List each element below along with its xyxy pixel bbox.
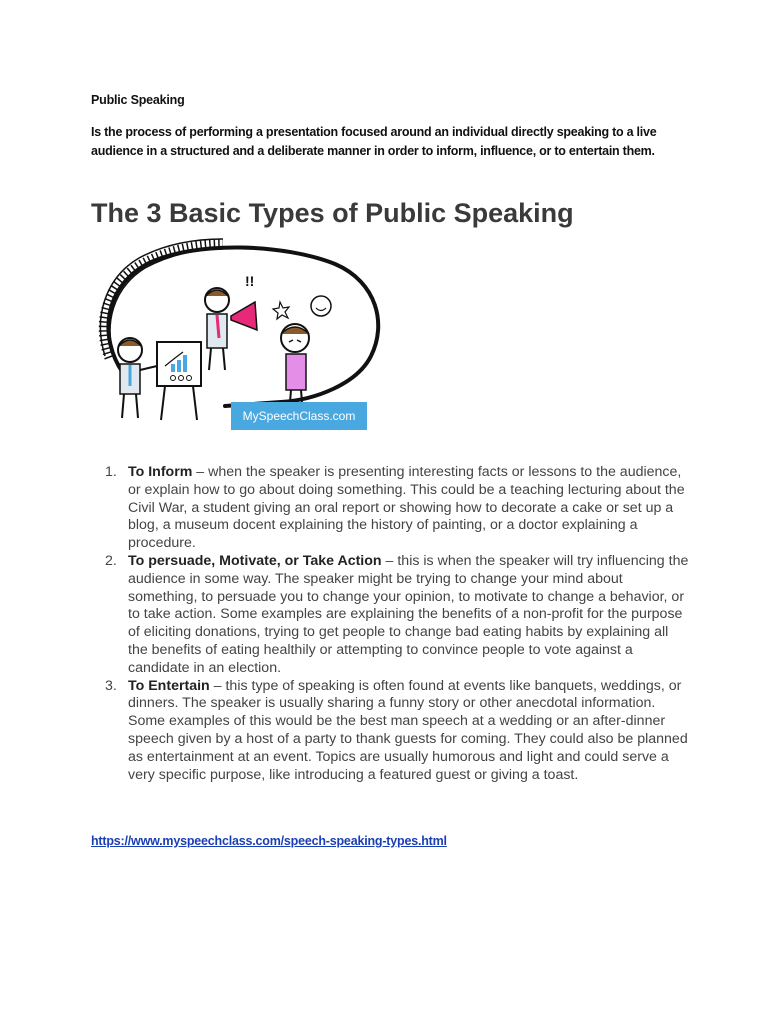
list-item-title: To Entertain (128, 677, 210, 694)
brand-badge-text: MySpeechClass.com (242, 409, 356, 423)
megaphone-figure (205, 273, 257, 370)
types-list (91, 464, 691, 784)
list-item-description: – this is when the speaker will try influencing the audience in some way. The speaker might be trying to change your mind about something, to persuade you to change your opinion, to motivate to change a behavior, or to take action. Some examples are explaining the benefits of a non-profit for the purpose of eliciting donations, trying to get people to change bad eating habits by explaining all the benefits of eating healthily or attempting to convince people to vote against a candidate in an election. (128, 552, 689, 676)
chart-easel (157, 342, 201, 420)
list-item-title: To persuade, Motivate, or Take Action (128, 552, 382, 569)
listener-figure (273, 296, 331, 402)
presenter-figure (118, 338, 157, 418)
list-item (91, 678, 691, 785)
section-label: Public Speaking (91, 93, 185, 107)
list-item-number: 3. (105, 677, 117, 694)
page-title: The 3 Basic Types of Public Speaking (91, 198, 574, 228)
list-item-description: – when the speaker is presenting interesting facts or lessons to the audience, or explain how to go about doing something. This could be a teaching lecturing about the Civil War, a student giving an oral report or showing how to decorate a cake or set up a blog, a museum docent explaining the history of painting, or a doctor explaining a procedure. (128, 464, 685, 552)
list-item-number: 2. (105, 552, 117, 569)
exclaim-text: !! (245, 273, 255, 289)
source-link[interactable]: https://www.myspeechclass.com/speech-speaking-types.html (91, 834, 447, 848)
speakers-illustration (95, 238, 385, 434)
list-item-description: – this type of speaking is often found at events like banquets, weddings, or dinners. The speaker is usually sharing a funny story or other anecdotal information. Some examples of this would be the best man speech at a wedding or an after-dinner speech given by a host of a party to thank guests for coming. They could also be planned as entertainment at an event. Topics are usually humorous and light and could serve a very specific purpose, like introducing a featured guest or giving a toast. (128, 677, 688, 783)
list-item-title: To Inform (128, 464, 193, 480)
definition-text: Is the process of performing a presentation focused around an individual directly speaking to a live audience in a structured and a deliberate manner in order to inform, influence, or to entertain them. (91, 125, 657, 158)
list-item (91, 464, 691, 553)
list-item (91, 553, 691, 678)
list-item-number: 1. (105, 464, 117, 480)
